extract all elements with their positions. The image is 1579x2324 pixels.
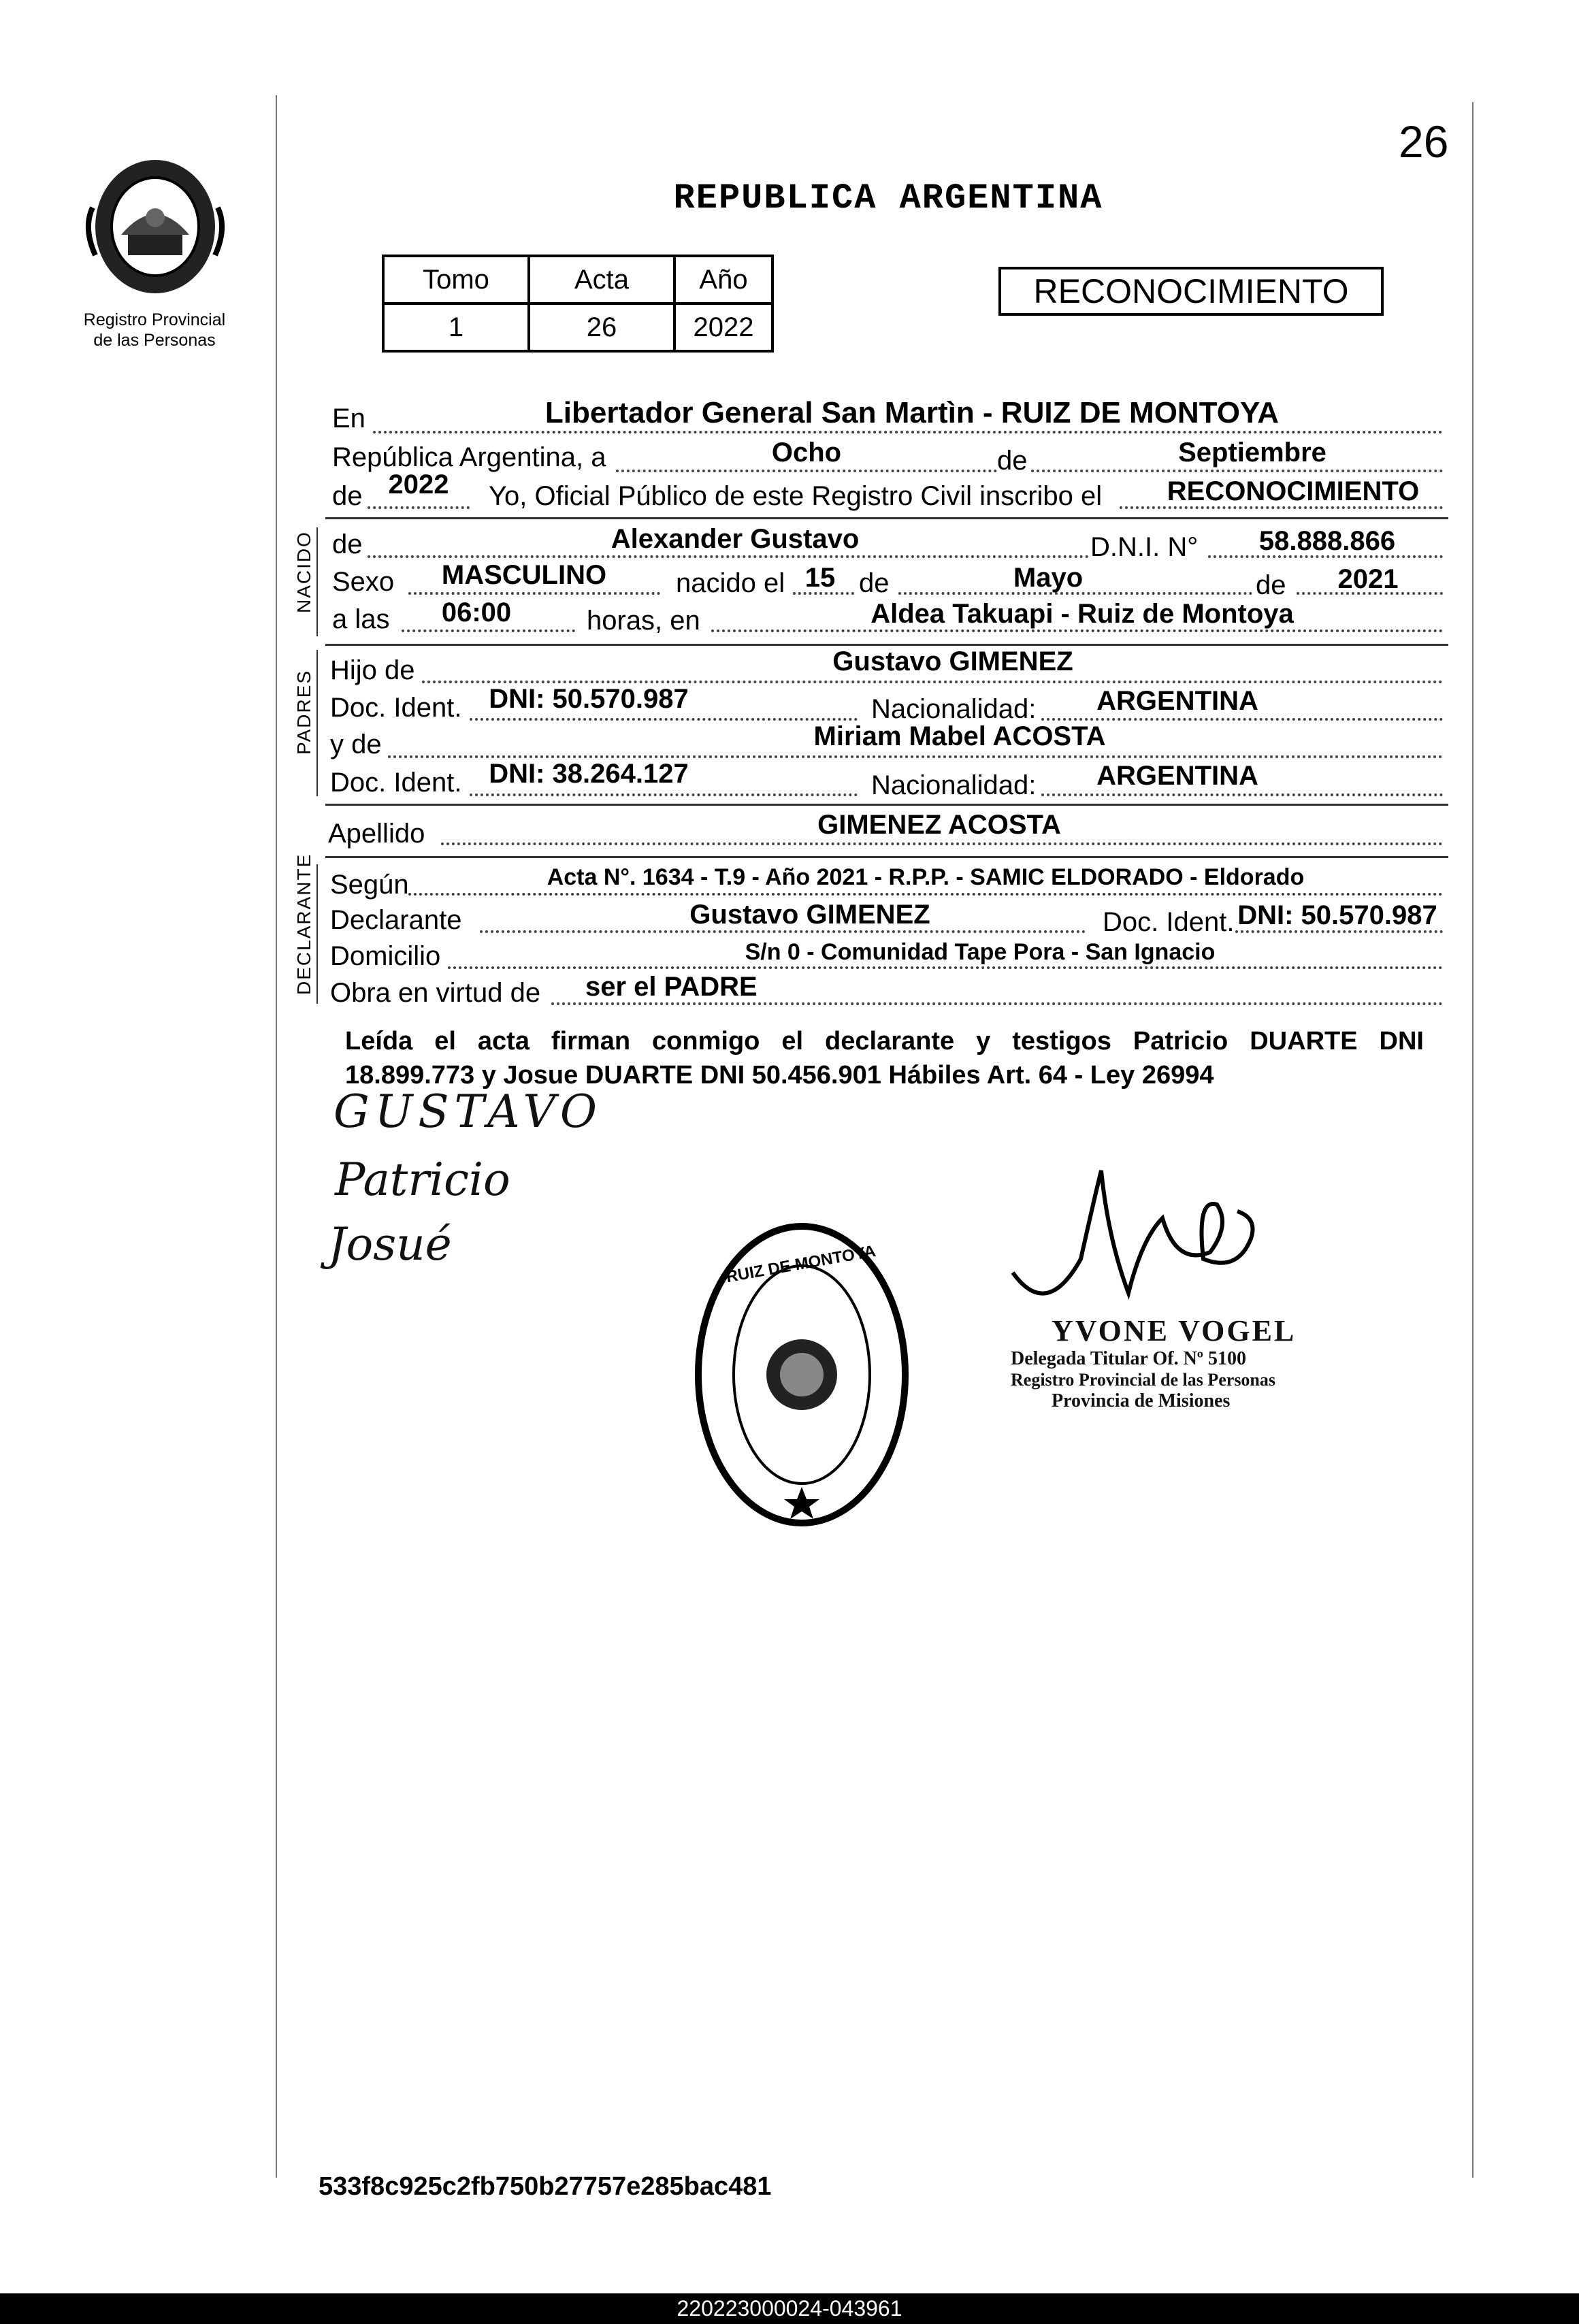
label-a-las: a las xyxy=(332,604,390,634)
official-line1: Delegada Titular Of. Nº 5100 xyxy=(1011,1348,1247,1369)
label-de-year: de xyxy=(332,481,363,511)
dots-father-doc xyxy=(470,718,858,721)
padres-rule xyxy=(316,650,318,796)
label-de-month: de xyxy=(997,446,1028,476)
official-line2: Registro Provincial de las Personas xyxy=(1011,1370,1276,1390)
value-time: 06:00 xyxy=(441,598,512,627)
value-mother: Miriam Mabel ACOSTA xyxy=(813,721,1106,751)
dots-surname xyxy=(441,842,1443,845)
label-nacido-el: nacido el xyxy=(676,568,785,598)
official-name: YVONE VOGEL xyxy=(1052,1314,1297,1347)
dots-address xyxy=(448,966,1443,969)
header-anio: Año xyxy=(674,256,772,304)
dots-place xyxy=(373,431,1443,433)
dots-sex xyxy=(408,592,660,595)
page-number: 26 xyxy=(1399,116,1449,167)
dots-capacity xyxy=(551,1002,1443,1005)
footer-bar xyxy=(0,2293,1579,2324)
label-apellido: Apellido xyxy=(328,819,425,849)
label-horas-en: horas, en xyxy=(587,606,700,636)
value-dni: 58.888.866 xyxy=(1258,526,1396,556)
label-nat-father: Nacionalidad: xyxy=(871,694,1037,724)
dots-year xyxy=(368,506,470,509)
country-title: REPUBLICA ARGENTINA xyxy=(673,178,1103,218)
nacido-rule xyxy=(316,527,318,636)
label-de-birth-month: de xyxy=(859,568,890,598)
dots-mother-nat xyxy=(1041,793,1443,796)
document-hash: 533f8c925c2fb750b27757e285bac481 xyxy=(319,2172,772,2201)
label-domicilio: Domicilio xyxy=(330,941,441,971)
label-declarante: Declarante xyxy=(330,905,462,935)
value-tomo: 1 xyxy=(383,304,529,351)
value-anio: 2022 xyxy=(674,304,772,351)
logo-caption-line2: de las Personas xyxy=(93,331,216,350)
registry-table xyxy=(382,255,774,353)
value-acta: 26 xyxy=(529,304,674,351)
dots-time xyxy=(402,629,575,632)
value-father-doc: DNI: 50.570.987 xyxy=(489,684,689,714)
handwritten-josue: Josué xyxy=(328,1218,452,1271)
section-rule-3 xyxy=(325,804,1448,806)
dots-mother xyxy=(388,755,1443,758)
value-address: S/n 0 - Comunidad Tape Pora - San Ignacio xyxy=(745,939,1216,965)
dots-mother-doc xyxy=(470,793,858,796)
value-capacity: ser el PADRE xyxy=(585,972,758,1002)
label-hijo-de: Hijo de xyxy=(330,655,415,685)
closing-line-1: Leída el acta firman conmigo el declarante y testigos Patricio DUARTE DNI xyxy=(345,1027,1424,1055)
handwritten-patricio: Patricio xyxy=(335,1153,510,1206)
value-father: Gustavo GIMENEZ xyxy=(832,647,1073,676)
label-doc-declarant: Doc. Ident. xyxy=(1103,907,1235,937)
label-doc-mother: Doc. Ident. xyxy=(330,768,462,798)
closing-statement xyxy=(345,1024,1424,1092)
dots-month xyxy=(1031,470,1443,472)
section-rule-4 xyxy=(325,856,1448,858)
value-birth-month: Mayo xyxy=(1013,563,1084,593)
value-name: Alexander Gustavo xyxy=(611,524,860,554)
label-republica: República Argentina, a xyxy=(332,442,606,472)
value-birth-place: Aldea Takuapi - Ruiz de Montoya xyxy=(870,599,1294,629)
declarante-rule xyxy=(316,864,318,1004)
label-nat-mother: Nacionalidad: xyxy=(871,770,1037,800)
closing-line-2: 18.899.773 y Josue DUARTE DNI 50.456.901 Hábiles Art. 64 - Ley 26994 xyxy=(345,1061,1214,1090)
dots-name xyxy=(368,555,1089,558)
header-tomo: Tomo xyxy=(383,256,529,304)
side-label-padres: PADRES xyxy=(293,669,314,755)
right-margin-rule xyxy=(1472,102,1474,2178)
value-day: Ocho xyxy=(771,438,842,468)
label-obra: Obra en virtud de xyxy=(330,978,541,1008)
value-birth-day: 15 xyxy=(804,563,836,593)
dots-according xyxy=(408,893,1443,896)
official-signature xyxy=(1006,1157,1278,1327)
label-doc-father: Doc. Ident. xyxy=(330,693,462,723)
official-line3: Provincia de Misiones xyxy=(1052,1390,1231,1411)
svg-text:RUIZ DE MONTOYA: RUIZ DE MONTOYA xyxy=(724,1241,877,1287)
side-label-nacido: NACIDO xyxy=(293,531,314,613)
value-mother-doc: DNI: 38.264.127 xyxy=(489,759,689,789)
section-rule-1 xyxy=(325,517,1448,519)
label-sexo: Sexo xyxy=(332,567,395,597)
value-month: Septiembre xyxy=(1178,438,1326,468)
label-yo: Yo, Oficial Público de este Registro Civil inscribo el xyxy=(489,481,1103,511)
label-y-de: y de xyxy=(330,730,382,759)
logo-caption-line1: Registro Provincial xyxy=(83,310,226,329)
dots-father-nat xyxy=(1041,718,1443,721)
header-acta: Acta xyxy=(529,256,674,304)
value-father-nat: ARGENTINA xyxy=(1096,686,1258,716)
handwritten-gustavo: GUSTAVO xyxy=(333,1085,602,1138)
label-dni: D.N.I. N° xyxy=(1090,532,1199,562)
dots-declarant xyxy=(480,930,1086,933)
value-act: RECONOCIMIENTO xyxy=(1167,476,1420,506)
record-type-box: RECONOCIMIENTO xyxy=(998,267,1384,316)
label-en: En xyxy=(332,404,365,433)
dots-father xyxy=(422,681,1443,683)
value-declarant: Gustavo GIMENEZ xyxy=(689,900,930,930)
dots-birth-place xyxy=(711,629,1443,632)
value-surname: GIMENEZ ACOSTA xyxy=(817,810,1061,840)
value-mother-nat: ARGENTINA xyxy=(1096,761,1258,791)
value-according: Acta N°. 1634 - T.9 - Año 2021 - R.P.P. - SAMIC ELDORADO - Eldorado xyxy=(547,864,1305,890)
footer-id: 220223000024-043961 xyxy=(677,2296,902,2321)
value-year: 2022 xyxy=(388,470,449,500)
value-declarant-doc: DNI: 50.570.987 xyxy=(1237,900,1437,930)
label-de-birth-year: de xyxy=(1256,570,1286,600)
official-stamp xyxy=(1011,1313,1337,1412)
left-margin-rule xyxy=(276,95,277,2178)
province-logo xyxy=(80,153,230,299)
logo-caption xyxy=(63,310,246,350)
section-rule-2 xyxy=(325,644,1448,646)
label-segun: Según xyxy=(330,870,409,900)
label-de-name: de xyxy=(332,529,363,559)
delegation-seal xyxy=(693,1222,911,1528)
value-sex: MASCULINO xyxy=(441,560,607,590)
value-birth-year: 2021 xyxy=(1337,564,1399,594)
dots-day xyxy=(616,470,997,472)
value-place: Libertador General San Martìn - RUIZ DE MONTOYA xyxy=(544,396,1280,429)
side-label-declarante: DECLARANTE xyxy=(293,853,314,995)
